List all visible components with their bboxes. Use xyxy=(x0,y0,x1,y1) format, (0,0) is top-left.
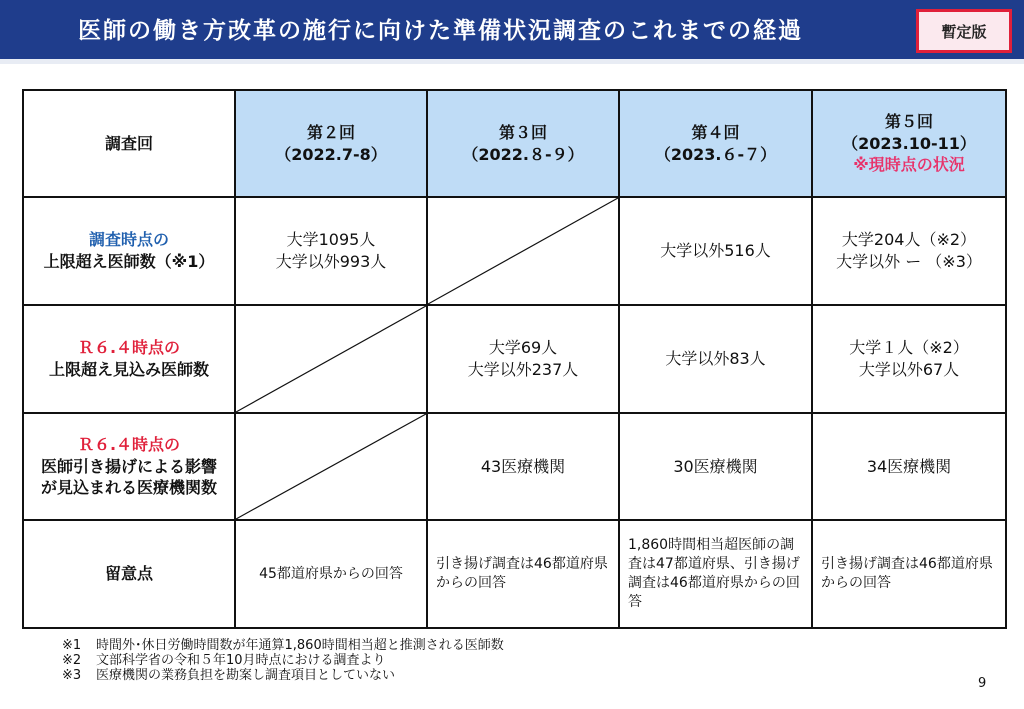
round-header-3 xyxy=(427,90,619,197)
draft-badge: 暫定版 xyxy=(916,9,1012,53)
table-row xyxy=(23,413,1006,520)
cell-line: 大学以外237人 xyxy=(467,360,579,379)
footnote-text: 医療機関の業務負担を勘案し調査項目としていない xyxy=(96,668,396,683)
data-cell xyxy=(619,305,812,413)
round-period: （2023.10-11） xyxy=(842,133,976,153)
data-cell xyxy=(619,197,812,305)
header-bar xyxy=(0,0,1024,59)
row-label-current-over-limit xyxy=(23,197,235,305)
note-cell: 引き揚げ調査は46都道府県からの回答 xyxy=(427,520,619,628)
empty-cell-diagonal xyxy=(235,413,427,520)
footnote-mark: ※3 xyxy=(62,668,82,683)
current-status-note: ※現時点の状況 xyxy=(853,155,965,175)
footnote xyxy=(62,668,504,683)
note-cell: 引き揚げ調査は46都道府県からの回答 xyxy=(812,520,1006,628)
cell-line: 43医療機関 xyxy=(480,456,566,476)
header-row xyxy=(23,90,1006,197)
row-label-line: 医師引き揚げによる影響 xyxy=(40,456,217,476)
footnote xyxy=(62,653,504,668)
data-cell xyxy=(812,413,1006,520)
row-label-line: 上限超え医師数（※1） xyxy=(43,252,215,271)
footnote-mark: ※1 xyxy=(62,638,82,653)
round-name: 第５回 xyxy=(884,112,933,132)
empty-cell-diagonal xyxy=(235,305,427,413)
cell-line: 大学以外83人 xyxy=(665,349,766,369)
cell-line: 大学69人 xyxy=(488,338,558,358)
page-number: 9 xyxy=(978,676,987,691)
row-label-line: 調査時点の xyxy=(88,230,169,250)
cell-line: 30医療機関 xyxy=(673,456,758,476)
round-period: （2022.８-９） xyxy=(462,144,584,164)
notes-label: 留意点 xyxy=(23,520,235,628)
footnote-text: 時間外･休日労働時間数が年通算1,860時間相当超と推測される医師数 xyxy=(96,638,504,653)
round-header-2 xyxy=(235,90,427,197)
survey-table xyxy=(22,89,1007,629)
table-row xyxy=(23,305,1006,413)
footnote-mark: ※2 xyxy=(62,653,82,668)
round-header-5 xyxy=(812,90,1006,197)
cell-line: 大学204人（※2） xyxy=(841,230,977,250)
table-row xyxy=(23,197,1006,305)
row-label-line: Ｒ６.４時点の xyxy=(77,338,181,358)
note-cell: 45都道府県からの回答 xyxy=(235,520,427,628)
cell-line: 大学以外516人 xyxy=(660,241,771,261)
cell-line: 大学以外 ー （※3） xyxy=(836,252,982,271)
row-label-line: が見込まれる医療機関数 xyxy=(40,478,217,498)
data-cell xyxy=(235,197,427,305)
footnote xyxy=(62,638,504,653)
row-label-projected-over-limit xyxy=(23,305,235,413)
note-cell: 1,860時間相当超医師の調査は47都道府県、引き揚げ調査は46都道府県からの回答 xyxy=(619,520,812,628)
round-name: 第２回 xyxy=(306,122,355,142)
cell-line: 34医療機関 xyxy=(866,456,952,476)
data-cell xyxy=(619,413,812,520)
round-header-4 xyxy=(619,90,812,197)
corner-label: 調査回 xyxy=(23,90,235,197)
cell-line: 大学１人（※2） xyxy=(849,338,969,358)
footnote-text: 文部科学省の令和５年10月時点における調査より xyxy=(96,653,386,668)
data-cell xyxy=(427,305,619,413)
diagonal-line xyxy=(236,414,426,519)
diagonal-line xyxy=(428,198,618,304)
diagonal-line xyxy=(236,306,426,412)
row-label-affected-institutions xyxy=(23,413,235,520)
row-label-line: 上限超え見込み医師数 xyxy=(48,360,209,379)
notes-row xyxy=(23,520,1006,628)
cell-line: 大学以外993人 xyxy=(275,252,387,271)
row-label-line: Ｒ６.４時点の xyxy=(77,435,181,455)
page-title: 医師の働き方改革の施行に向けた準備状況調査のこれまでの経過 xyxy=(78,18,803,44)
round-name: 第３回 xyxy=(498,122,547,142)
round-name: 第４回 xyxy=(691,122,740,142)
data-cell xyxy=(427,413,619,520)
round-period: （2023.６-７） xyxy=(654,144,777,164)
cell-line: 大学1095人 xyxy=(286,230,376,250)
data-cell xyxy=(812,305,1006,413)
cell-line: 大学以外67人 xyxy=(858,360,960,379)
empty-cell-diagonal xyxy=(427,197,619,305)
round-period: （2022.7-8） xyxy=(275,144,387,164)
header-divider xyxy=(0,59,1024,64)
footnotes xyxy=(62,638,504,683)
data-cell xyxy=(812,197,1006,305)
